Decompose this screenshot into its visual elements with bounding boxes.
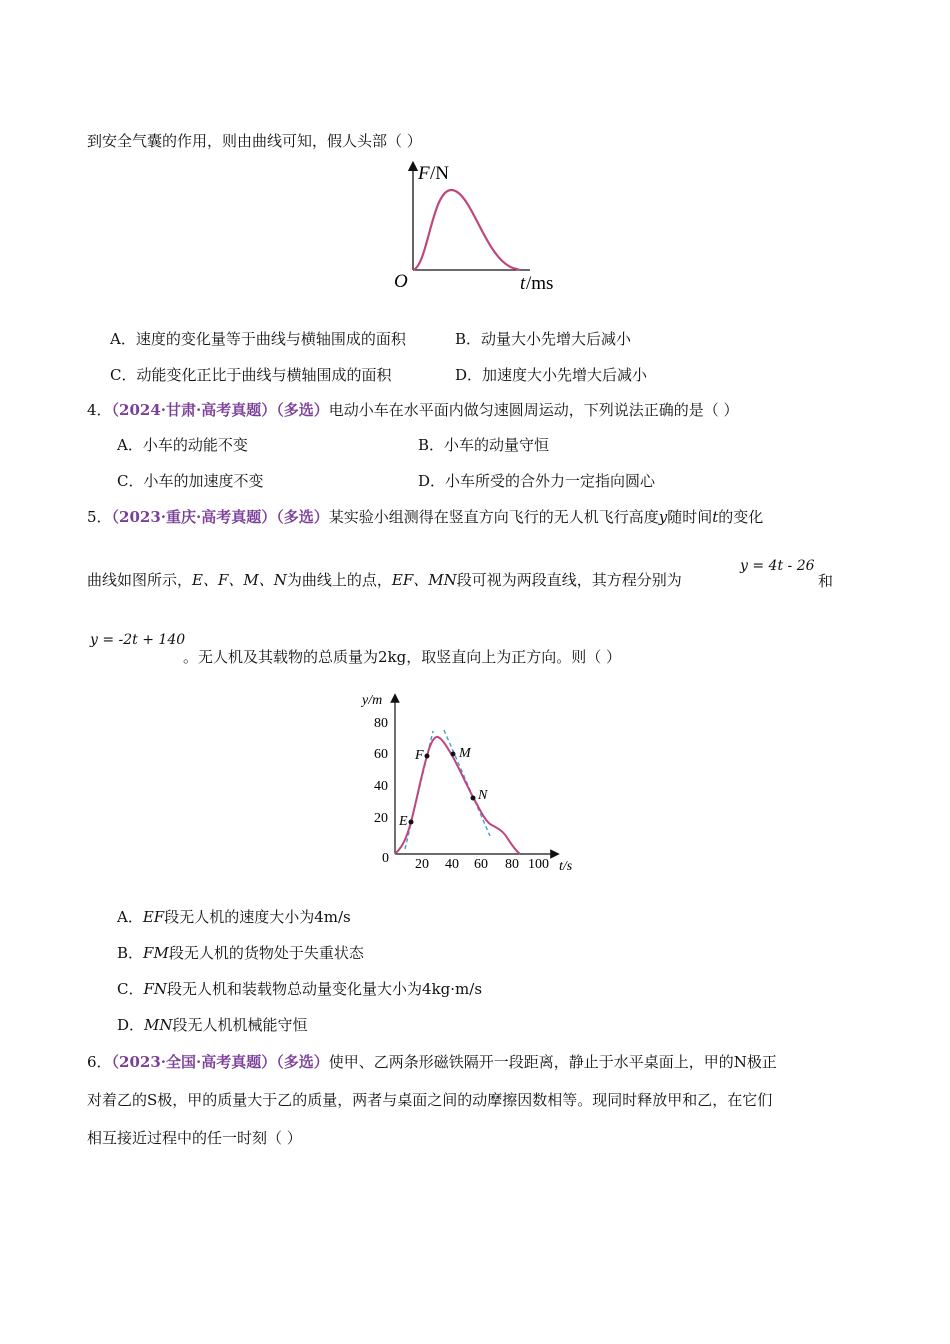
q3-origin-label: O: [394, 271, 408, 292]
q6-text: 使甲、乙两条形磁铁隔开一段距离，静止于水平桌面上，甲的N极正: [328, 1053, 777, 1071]
q3-y-label-unit: /N: [430, 163, 449, 184]
q5-text: 随时间: [667, 508, 713, 526]
q5-origin: 0: [382, 851, 389, 866]
option-letter: B．: [418, 436, 445, 454]
q5-option-b[interactable]: [117, 943, 364, 963]
q5-label-f: F: [415, 748, 424, 763]
option-text: 段无人机的货物处于失重状态: [168, 944, 364, 962]
q5-x-tick-40: 40: [445, 857, 459, 872]
q4-option-c[interactable]: [117, 471, 264, 491]
q4-stem: [87, 400, 739, 420]
q5-x-tick-80: 80: [505, 857, 519, 872]
option-letter: A．: [117, 908, 143, 926]
q3-stem-tail: 到安全气囊的作用，则由曲线可知，假人头部（ ）: [87, 132, 422, 150]
option-segment: FM: [143, 944, 169, 962]
option-letter: C．: [110, 366, 137, 384]
q6-source-tag: （2023·全国·高考真题）（多选）: [111, 1053, 329, 1071]
option-text: 小车的动能不变: [142, 436, 248, 454]
option-letter: D．: [455, 366, 483, 384]
option-segment: MN: [144, 1016, 173, 1034]
q4-number: 4．: [87, 401, 112, 419]
option-letter: B．: [117, 944, 144, 962]
q5-y-tick-60: 60: [374, 747, 388, 762]
q5-source-tag: （2023·重庆·高考真题）（多选）: [111, 508, 329, 526]
option-text: 动能变化正比于曲线与横轴围成的面积: [136, 366, 392, 384]
q6-number: 6．: [87, 1053, 112, 1071]
q5-and: 和: [818, 572, 834, 590]
q5-height-curve: [395, 737, 520, 854]
q5-label-m: M: [459, 746, 471, 761]
q3-option-a[interactable]: [110, 329, 406, 349]
q4-option-b[interactable]: [418, 435, 549, 455]
q6-stem-line2: 对着乙的S极，甲的质量大于乙的质量，两者与桌面之间的动摩擦因数相等。现同时释放甲和乙，在它们: [87, 1091, 773, 1109]
q6-stem-line3: 相互接近过程中的任一时刻（ ）: [87, 1129, 302, 1147]
option-letter: C．: [117, 980, 144, 998]
option-text: 动量大小先增大后减小: [481, 330, 632, 348]
option-text: 小车所受的合外力一定指向圆心: [445, 472, 656, 490]
option-segment: EF: [142, 908, 165, 926]
q5-text: 为曲线上的点，: [286, 571, 392, 589]
option-text: 段无人机的速度大小为4m/s: [164, 908, 351, 926]
option-text: 加速度大小先增大后减小: [482, 366, 648, 384]
q5-y-tick-20: 20: [374, 811, 388, 826]
q5-stem-line2: [87, 570, 682, 590]
q5-stem-line3: 。无人机及其载物的总质量为2kg，取竖直向上为正方向。则（ ）: [183, 648, 622, 666]
q5-stem-line1: [87, 507, 763, 527]
q3-y-label-F: F: [418, 163, 430, 184]
q5-label-e: E: [399, 814, 408, 829]
q3-force-curve: [413, 190, 520, 270]
q5-text: 某实验小组测得在竖直方向飞行的无人机飞行高度: [328, 508, 659, 526]
q3-x-label-unit: /ms: [526, 273, 554, 294]
option-letter: C．: [117, 472, 144, 490]
q3-option-c[interactable]: [110, 365, 392, 385]
q4-option-d[interactable]: [418, 471, 655, 491]
q5-var-t: t: [712, 508, 719, 526]
q5-point-n: [471, 796, 476, 801]
q4-stem-text: 电动小车在水平面内做匀速圆周运动，下列说法正确的是（ ）: [328, 401, 739, 419]
q4-option-a[interactable]: [117, 435, 248, 455]
q3-x-label-t: t: [520, 273, 526, 294]
option-text: 段无人机机械能守恒: [172, 1016, 308, 1034]
q5-height-time-graph: [350, 684, 590, 880]
q5-text: 曲线如图所示，: [87, 571, 193, 589]
q5-y-ticks: [374, 716, 388, 826]
option-letter: A．: [117, 436, 143, 454]
q5-x-ticks: [415, 857, 549, 872]
q3-option-b[interactable]: [455, 329, 631, 349]
q5-point-f: [425, 754, 430, 759]
q5-x-tick-100: 100: [528, 857, 549, 872]
q3-force-time-graph: [380, 158, 570, 298]
q5-point-e: [409, 820, 414, 825]
q5-x-tick-20: 20: [415, 857, 429, 872]
q5-x-tick-60: 60: [474, 857, 488, 872]
q5-y-tick-80: 80: [374, 716, 388, 731]
q5-option-a[interactable]: [117, 907, 351, 927]
option-text: 段无人机和装载物总动量变化量大小为4kg·m/s: [167, 980, 483, 998]
q6-stem-line1: [87, 1052, 777, 1072]
q5-point-m: [451, 752, 456, 757]
option-segment: FN: [143, 980, 168, 998]
option-text: 速度的变化量等于曲线与横轴围成的面积: [135, 330, 406, 348]
q5-x-label: t/s: [559, 859, 573, 874]
option-letter: D．: [418, 472, 446, 490]
option-letter: D．: [117, 1016, 145, 1034]
option-letter: B．: [455, 330, 482, 348]
option-text: 小车的加速度不变: [143, 472, 264, 490]
option-letter: A．: [110, 330, 136, 348]
q5-text: 的变化: [718, 508, 764, 526]
q3-option-d[interactable]: [455, 365, 647, 385]
q5-equation-2: y = -2t + 140: [90, 632, 186, 648]
q5-y-tick-40: 40: [374, 779, 388, 794]
q5-option-d[interactable]: [117, 1015, 308, 1035]
q5-segments: EF、MN: [391, 571, 457, 589]
q5-points: E、F、M、N: [192, 571, 287, 589]
q5-equation-1: y = 4t - 26: [740, 558, 815, 574]
q5-y-label: y/m: [362, 693, 383, 708]
q5-label-n: N: [478, 788, 488, 803]
q5-var-y: y: [658, 508, 668, 526]
q4-source-tag: （2024·甘肃·高考真题）（多选）: [111, 401, 329, 419]
q5-option-c[interactable]: [117, 979, 482, 999]
q5-number: 5．: [87, 508, 112, 526]
option-text: 小车的动量守恒: [444, 436, 550, 454]
q5-text: 段可视为两段直线，其方程分别为: [456, 571, 682, 589]
